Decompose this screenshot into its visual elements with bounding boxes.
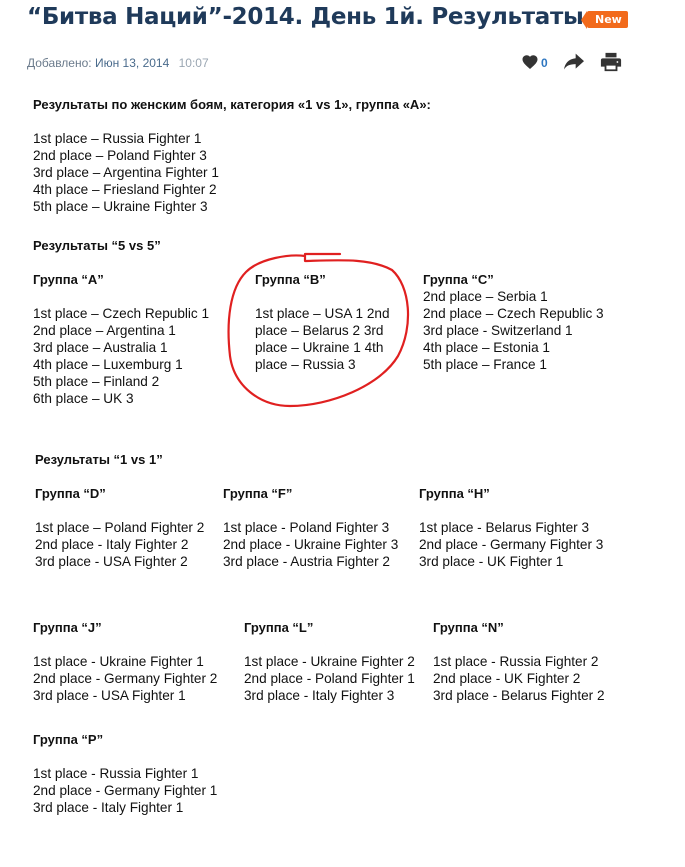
list-item: 2nd place – Poland Fighter 3	[33, 148, 207, 163]
five-heading-block	[33, 237, 161, 254]
list-item: 3rd place - Italy Fighter 3	[244, 688, 395, 703]
section-heading: Результаты “1 vs 1”	[35, 452, 163, 467]
list-item: 5th place – Finland 2	[33, 374, 160, 389]
list-item: 1st place - Ukraine Fighter 2	[244, 654, 415, 669]
list-item: 1st place - Poland Fighter 3	[223, 520, 390, 535]
group-title: Группа “J”	[33, 620, 102, 635]
group-l	[244, 619, 415, 704]
group-title: Группа “В”	[255, 272, 326, 287]
article-time: 10:07	[178, 56, 209, 70]
list-item: 4th place – Luxemburg 1	[33, 357, 183, 372]
list-item: 4th place – Estonia 1	[423, 340, 550, 355]
new-badge: New	[587, 11, 628, 28]
list-item: 2nd place - Poland Fighter 1	[244, 671, 415, 686]
article-date[interactable]: Июн 13, 2014	[94, 56, 170, 70]
list-item: 3rd place - USA Fighter 1	[33, 688, 186, 703]
group-title: Группа “F”	[223, 486, 293, 501]
group-title: Группа “D”	[35, 486, 106, 501]
list-item: 3rd place - UK Fighter 1	[419, 554, 564, 569]
group-n	[433, 619, 605, 704]
one-heading-block	[35, 451, 163, 468]
list-item: 2nd place - Ukraine Fighter 3	[223, 537, 399, 552]
section-heading: Результаты “5 vs 5”	[33, 238, 161, 253]
heart-icon	[521, 53, 539, 71]
list-item: 2nd place - Germany Fighter 3	[419, 537, 604, 552]
section-heading: Результаты по женским боям, категория «1 vs 1», группа «А»:	[33, 97, 431, 112]
list-item: 2nd place - Germany Fighter 2	[33, 671, 218, 686]
list-item: 3rd place - Belarus Fighter 2	[433, 688, 605, 703]
list-item: 5th place – Ukraine Fighter 3	[33, 199, 208, 214]
list-item: 2nd place – Argentina 1	[33, 323, 176, 338]
list-item: 2nd place - Italy Fighter 2	[35, 537, 189, 552]
list-item: 3rd place - Switzerland 1	[423, 323, 573, 338]
print-button[interactable]	[600, 51, 622, 78]
list-item: 3rd place - USA Fighter 2	[35, 554, 188, 569]
list-item: 2nd place - Germany Fighter 1	[33, 783, 218, 798]
group-d	[35, 485, 204, 570]
list-item: 2nd place – Serbia 1	[423, 289, 548, 304]
share-button[interactable]	[564, 53, 584, 76]
share-arrow-icon	[564, 53, 584, 71]
list-item: 1st place – Russia Fighter 1	[33, 131, 202, 146]
list-item: 1st place - Ukraine Fighter 1	[33, 654, 204, 669]
list-item: 5th place – France 1	[423, 357, 547, 372]
list-item: 6th place – UK 3	[33, 391, 134, 406]
group-title: Группа “P”	[33, 732, 104, 747]
group-title: Группа “А”	[33, 272, 104, 287]
group-j	[33, 619, 217, 704]
group-f	[223, 485, 398, 570]
group-p	[33, 731, 217, 816]
list-item: 1st place – Poland Fighter 2	[35, 520, 205, 535]
article-title: “Битва Наций”-2014. День 1й. Результаты	[27, 4, 584, 30]
group-title: Группа “С”	[423, 272, 494, 287]
list-item: 3rd place – Australia 1	[33, 340, 168, 355]
added-label: Добавлено:	[27, 56, 92, 70]
list-item: 1st place - Belarus Fighter 3	[419, 520, 590, 535]
list-item: 1st place – Czech Republic 1	[33, 306, 210, 321]
list-item: 2nd place – Czech Republic 3	[423, 306, 604, 321]
list-item: 4th place – Friesland Fighter 2	[33, 182, 217, 197]
list-item: 2nd place - UK Fighter 2	[433, 671, 581, 686]
group-b	[255, 271, 405, 373]
group-title: Группа “N”	[433, 620, 504, 635]
group-h	[419, 485, 603, 570]
printer-icon	[600, 51, 622, 73]
list-item: 3rd place - Italy Fighter 1	[33, 800, 184, 815]
women-results	[33, 96, 431, 215]
list-item: 3rd place - Austria Fighter 2	[223, 554, 390, 569]
article-meta	[27, 56, 209, 70]
group-a	[33, 271, 209, 407]
group-title: Группа “H”	[419, 486, 490, 501]
like-button[interactable]	[521, 53, 539, 76]
group-title: Группа “L”	[244, 620, 314, 635]
group-c	[423, 271, 604, 373]
list-item: 1st place - Russia Fighter 1	[33, 766, 199, 781]
list-item: 1st place - Russia Fighter 2	[433, 654, 599, 669]
like-count: 0	[541, 56, 548, 70]
list-item: 3rd place – Argentina Fighter 1	[33, 165, 219, 180]
group-b-results: 1st place – USA 1 2nd place – Belarus 2 3rd place – Ukraine 1 4th place – Russia 3	[255, 306, 390, 372]
